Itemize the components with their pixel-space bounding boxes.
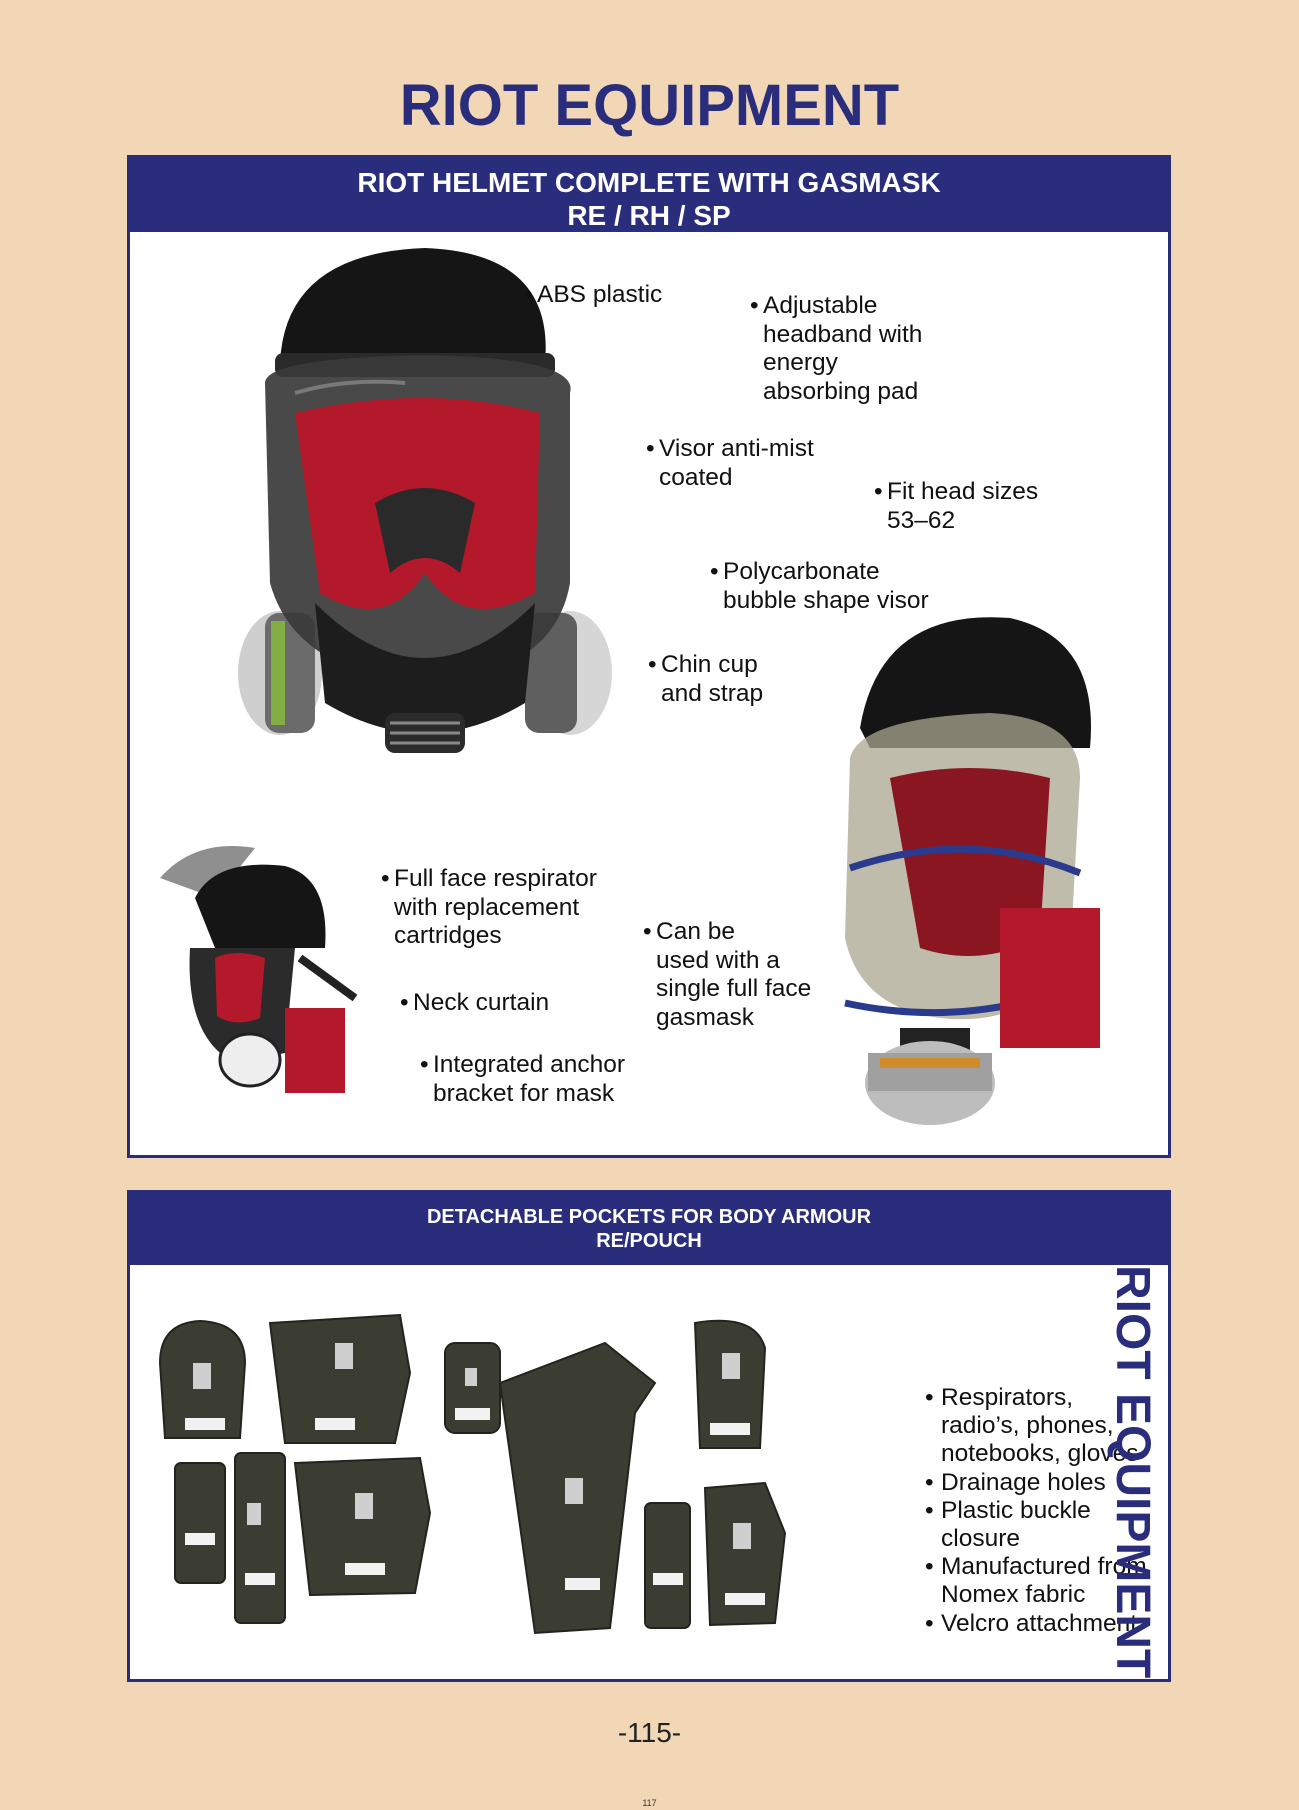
pouch-feature: • Plastic buckle closure xyxy=(925,1497,1147,1553)
side-title: RIOT EQUIPMENT xyxy=(1106,1265,1159,1679)
helmet-code: RE / RH / SP xyxy=(567,200,731,231)
pouch-feature: • Drainage holes xyxy=(925,1469,1147,1497)
feature-single-gasmask: • Can be used with a single full face gasmask xyxy=(643,918,812,1031)
folio-number: 117 xyxy=(642,1798,657,1808)
feature-visor-anti-mist: • Visor anti-mist coated xyxy=(646,435,814,491)
feature-head-sizes: • Fit head sizes 53–62 xyxy=(874,478,1039,534)
pouch-section-header xyxy=(130,1193,1168,1265)
helmet-section xyxy=(127,155,1171,1158)
pouches-photo xyxy=(155,1303,915,1653)
helmet-profile-photo xyxy=(790,608,1130,1128)
helmet-section-header xyxy=(130,158,1168,232)
pouch-code: RE/POUCH xyxy=(596,1230,702,1252)
feature-neck-curtain: • Neck curtain xyxy=(400,989,550,1016)
feature-abs-plastic: ABS plastic xyxy=(537,281,663,308)
feature-polycarbonate-visor: • Polycarbonate bubble shape visor xyxy=(710,558,929,614)
feature-anchor-bracket: • Integrated anchor bracket for mask xyxy=(420,1051,626,1107)
helmet-side-photo xyxy=(155,838,360,1098)
page-title: RIOT EQUIPMENT xyxy=(399,73,900,138)
helmet-heading: RIOT HELMET COMPLETE WITH GASMASK xyxy=(357,167,941,198)
pouch-feature: • Manufactured from Nomex fabric xyxy=(925,1553,1147,1609)
pouch-feature: • Respirators, radio’s, phones, notebooks, gloves xyxy=(925,1384,1147,1469)
feature-headband: • Adjustable headband with energy absorbing pad xyxy=(750,292,923,405)
helmet-gasmask-front-photo xyxy=(225,243,625,788)
pouch-heading: DETACHABLE POCKETS FOR BODY ARMOUR xyxy=(426,1206,872,1228)
page-number: -115- xyxy=(617,1717,682,1748)
feature-full-face-respirator: • Full face respirator with replacement cartridges xyxy=(381,865,597,949)
feature-chin-cup: • Chin cup and strap xyxy=(648,651,764,707)
pouch-feature: • Velcro attachment xyxy=(925,1610,1147,1638)
